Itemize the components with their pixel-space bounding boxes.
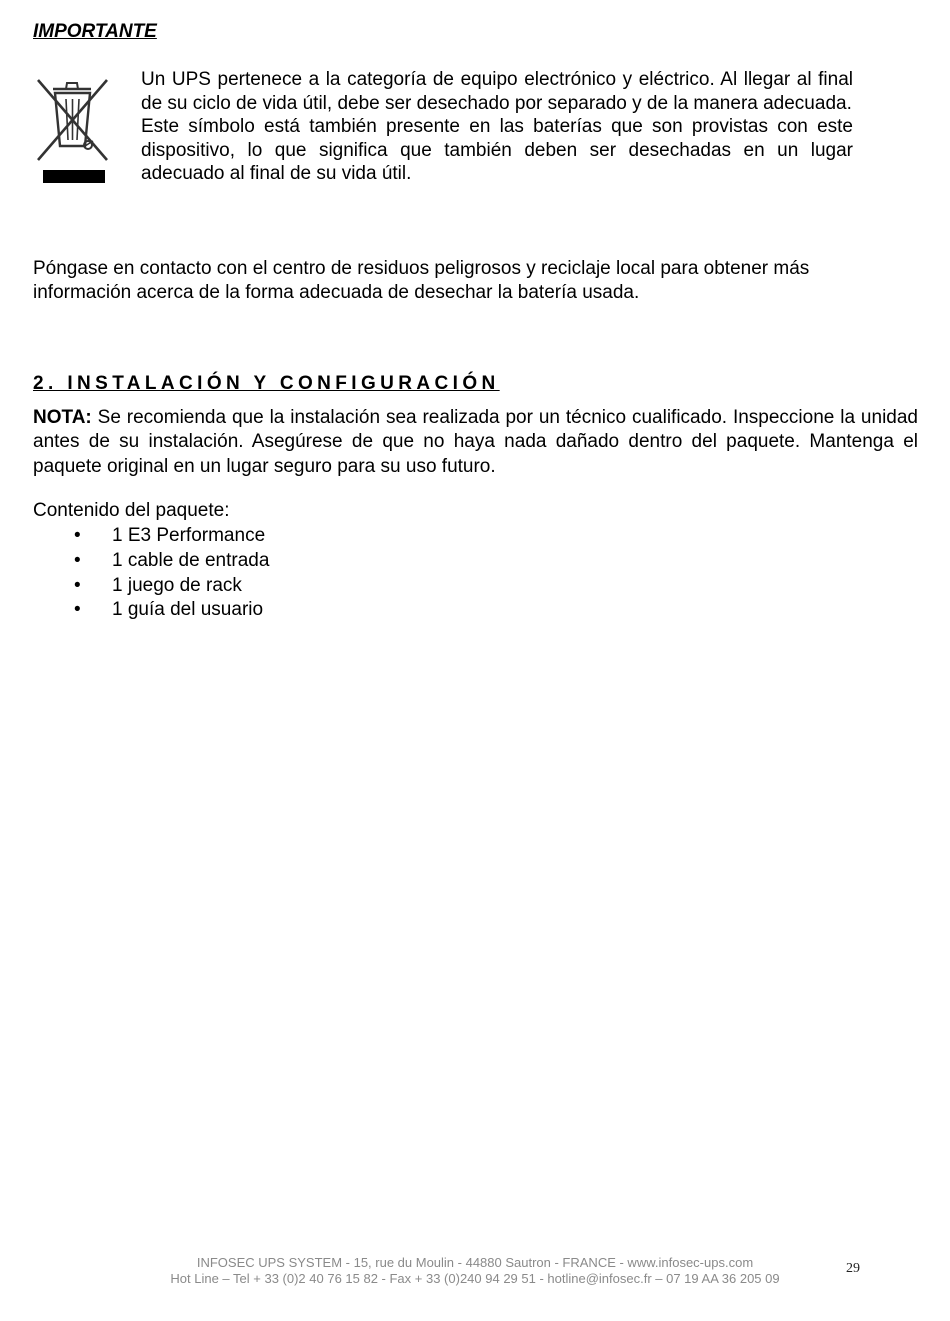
page-footer (100, 1255, 850, 1286)
disposal-notice (141, 68, 853, 186)
package-item-text: 1 juego de rack (112, 574, 242, 596)
page-number: 29 (846, 1261, 860, 1276)
recycling-contact-text: Póngase en contacto con el centro de residuos peligrosos y reciclaje local para obtener más información acerca de la forma adecuada de desechar la batería usada. (33, 258, 810, 303)
disposal-paragraph-2: Este símbolo está también presente en las baterías que son provistas con este dispositivo, lo que significa que también deben ser desechadas en un lugar adecuado al final de su vida útil. (141, 116, 853, 185)
crossed-out-wheelie-bin-icon (33, 68, 115, 190)
bullet: • (74, 599, 81, 621)
bullet: • (74, 549, 81, 571)
installation-note (33, 406, 918, 479)
bullet: • (74, 574, 81, 596)
footer-address: INFOSEC UPS SYSTEM - 15, rue du Moulin - 44880 Sautron - FRANCE - www.infosec-ups.com (196, 1255, 754, 1270)
note-text: Se recomienda que la instalación sea realizada por un técnico cualificado. Inspeccione la unidad antes de su instalación. Asegúrese de que no haya nada dañado dentro del paquete. Mantenga el paquete original en un lugar seguro para su uso futuro. (33, 407, 918, 477)
recycling-contact-notice (33, 257, 883, 304)
package-contents-title: Contenido del paquete: (33, 500, 230, 521)
bullet: • (74, 525, 81, 546)
package-item-text: 1 E3 Performance (112, 525, 266, 546)
package-item-text: 1 guía del usuario (112, 599, 264, 621)
footer-hotline: Hot Line – Tel + 33 (0)2 40 76 15 82 - Fax + 33 (0)240 94 29 51 - hotline@infosec.fr – 07 19 AA 36 205 09 (170, 1270, 780, 1286)
important-heading: IMPORTANTE (33, 21, 157, 42)
note-label: NOTA: (33, 407, 92, 428)
section-title-installation: 2. INSTALACIÓN Y CONFIGURACIÓN (33, 373, 500, 394)
package-item-text: 1 cable de entrada (112, 549, 270, 571)
disposal-paragraph-1: Un UPS pertenece a la categoría de equipo electrónico y eléctrico. Al llegar al final de su ciclo de vida útil, debe ser desechado por separado y de la manera adecuada. (141, 69, 853, 114)
